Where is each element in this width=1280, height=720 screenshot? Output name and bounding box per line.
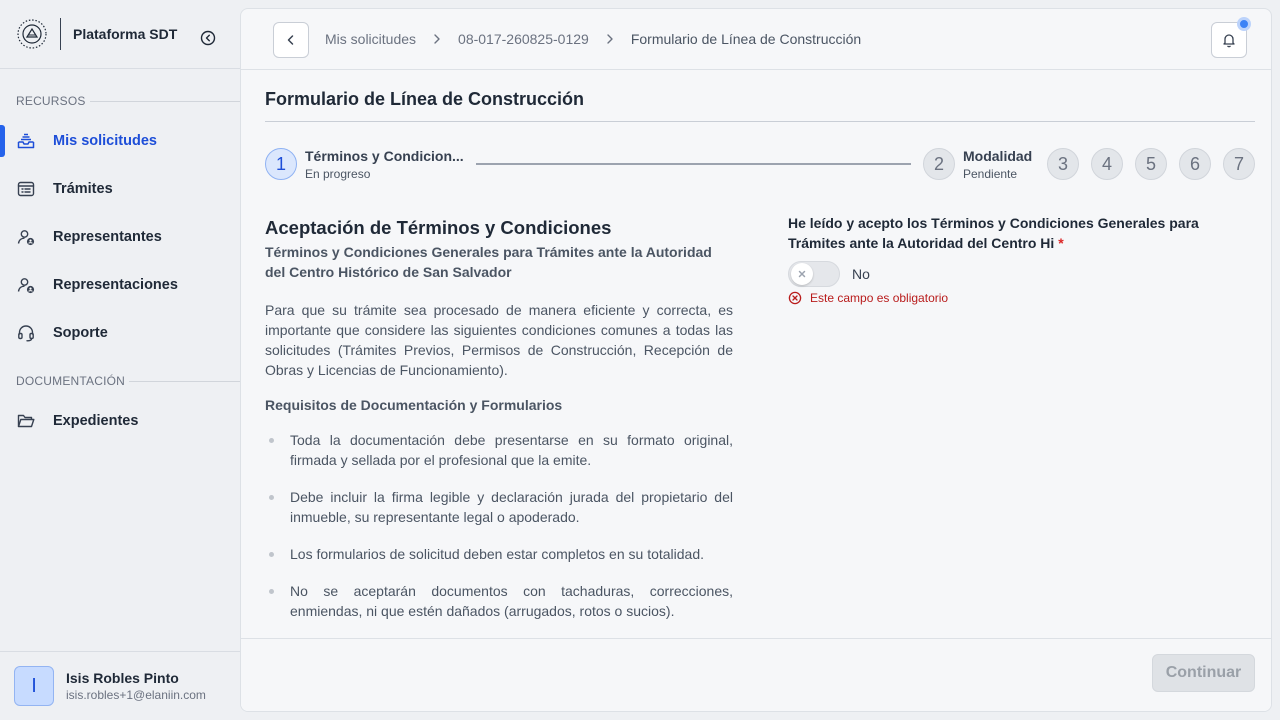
sidebar-item-label: Soporte <box>53 325 108 341</box>
requirements-title: Requisitos de Documentación y Formularios <box>265 397 563 413</box>
brand-header <box>0 0 240 69</box>
bell-icon <box>1221 32 1237 48</box>
top-bar <box>241 9 1271 70</box>
chevron-right-icon <box>430 32 444 46</box>
step-2-text <box>963 148 1032 181</box>
el-salvador-seal-icon <box>16 18 48 50</box>
user-badge-icon <box>16 227 36 247</box>
x-icon <box>797 269 807 279</box>
required-mark: * <box>1058 235 1064 251</box>
notification-dot <box>1237 17 1251 31</box>
sidebar <box>0 0 240 720</box>
breadcrumb-mis-solicitudes[interactable]: Mis solicitudes <box>325 31 417 47</box>
step-7-circle[interactable]: 7 <box>1223 148 1255 180</box>
main-panel <box>240 8 1272 712</box>
section-label-recursos <box>16 94 86 108</box>
section-label-text: DOCUMENTACIÓN <box>16 374 126 388</box>
step-2-title: Modalidad <box>963 148 1033 164</box>
section-divider <box>90 101 240 102</box>
toggle-value: No <box>852 266 870 282</box>
section-divider <box>129 381 240 382</box>
list-item: Debe incluir la firma legible y declaración jurada del propietario del inmueble, su representante legal o apoderado. <box>265 487 733 527</box>
agreement-label <box>788 213 1228 253</box>
section-label-text: RECURSOS <box>16 94 86 108</box>
inbox-stack-icon <box>16 131 36 151</box>
user-name: Isis Robles Pinto <box>66 670 179 686</box>
breadcrumb-current: Formulario de Línea de Construcción <box>630 31 862 47</box>
calendar-list-icon <box>16 179 36 199</box>
terms-intro: Para que su trámite sea procesado de manera eficiente y correcta, es importante que considere las siguientes condiciones comunes a todas las solicitudes (Trámites Previos, Permisos de Construcción, Recepción de Obras y Licencias de Funcionamiento). <box>265 302 733 378</box>
step-2-circle[interactable]: 2 <box>923 148 955 180</box>
user-badge-icon <box>16 275 36 295</box>
step-3-circle[interactable]: 3 <box>1047 148 1079 180</box>
error-text: Este campo es obligatorio <box>810 291 949 305</box>
terms-subheading: Términos y Condiciones Generales para Trámites ante la Autoridad del Centro Histórico de San Salvador <box>265 244 712 280</box>
step-5-circle[interactable]: 5 <box>1135 148 1167 180</box>
sidebar-item-label: Expedientes <box>53 413 139 429</box>
agreement-field <box>788 213 1228 305</box>
step-4-circle[interactable]: 4 <box>1091 148 1123 180</box>
agreement-label-text: He leído y acepto los Términos y Condiciones Generales para Trámites ante la Autoridad del Centro Hi <box>788 215 1199 251</box>
list-item: Toda la documentación debe presentarse en su formato original, firmada y sellada por el profesional que la emite. <box>265 430 733 470</box>
continue-button[interactable]: Continuar <box>1152 654 1255 692</box>
step-1-title: Términos y Condicion... <box>305 148 464 164</box>
error-circle-icon <box>788 291 802 305</box>
chevron-left-icon <box>283 32 299 48</box>
terms-heading: Aceptación de Términos y Condiciones <box>265 217 612 238</box>
form-footer <box>241 638 1271 712</box>
step-1-text <box>305 148 464 181</box>
breadcrumb <box>325 31 861 47</box>
sidebar-item-expedientes[interactable] <box>0 401 240 441</box>
sidebar-item-label: Mis solicitudes <box>53 133 157 149</box>
sidebar-item-representantes[interactable] <box>0 217 240 257</box>
step-1-status: En progreso <box>305 167 371 181</box>
step-1-circle[interactable]: 1 <box>265 148 297 180</box>
error-message <box>788 291 1228 305</box>
sidebar-item-mis-solicitudes[interactable] <box>0 121 240 161</box>
requirements-list <box>265 430 733 621</box>
collapse-sidebar-icon[interactable] <box>199 29 217 47</box>
step-connector <box>476 163 911 165</box>
stepper <box>265 148 1255 182</box>
chevron-right-icon <box>603 32 617 46</box>
list-item: Los formularios de solicitud deben estar completos en su totalidad. <box>265 544 733 564</box>
sidebar-item-label: Representaciones <box>53 277 178 293</box>
list-item: No se aceptarán documentos con tachaduras, correcciones, enmiendas, ni que estén dañados (arrugados, rotos o sucios). <box>265 581 733 621</box>
folder-open-icon <box>16 411 36 431</box>
title-divider <box>265 121 1255 122</box>
agreement-toggle[interactable] <box>788 261 840 287</box>
toggle-row <box>788 261 1228 287</box>
sidebar-item-representaciones[interactable] <box>0 265 240 305</box>
avatar: I <box>14 666 54 706</box>
sidebar-item-tramites[interactable] <box>0 169 240 209</box>
toggle-knob <box>791 263 813 285</box>
brand-divider <box>60 18 61 50</box>
notifications-button[interactable] <box>1211 22 1247 58</box>
section-label-documentacion <box>16 374 125 388</box>
terms-content <box>265 217 733 638</box>
breadcrumb-request-id[interactable]: 08-017-260825-0129 <box>458 31 589 47</box>
back-button[interactable] <box>273 22 309 58</box>
sidebar-item-label: Trámites <box>53 181 113 197</box>
page-title: Formulario de Línea de Construcción <box>265 89 585 109</box>
user-profile[interactable] <box>0 651 240 720</box>
step-2-status: Pendiente <box>963 167 1018 181</box>
sidebar-item-label: Representantes <box>53 229 162 245</box>
brand-name: Plataforma SDT <box>73 26 178 42</box>
headset-icon <box>16 323 36 343</box>
user-email: isis.robles+1@elaniin.com <box>66 688 206 702</box>
sidebar-item-soporte[interactable] <box>0 313 240 353</box>
step-6-circle[interactable]: 6 <box>1179 148 1211 180</box>
